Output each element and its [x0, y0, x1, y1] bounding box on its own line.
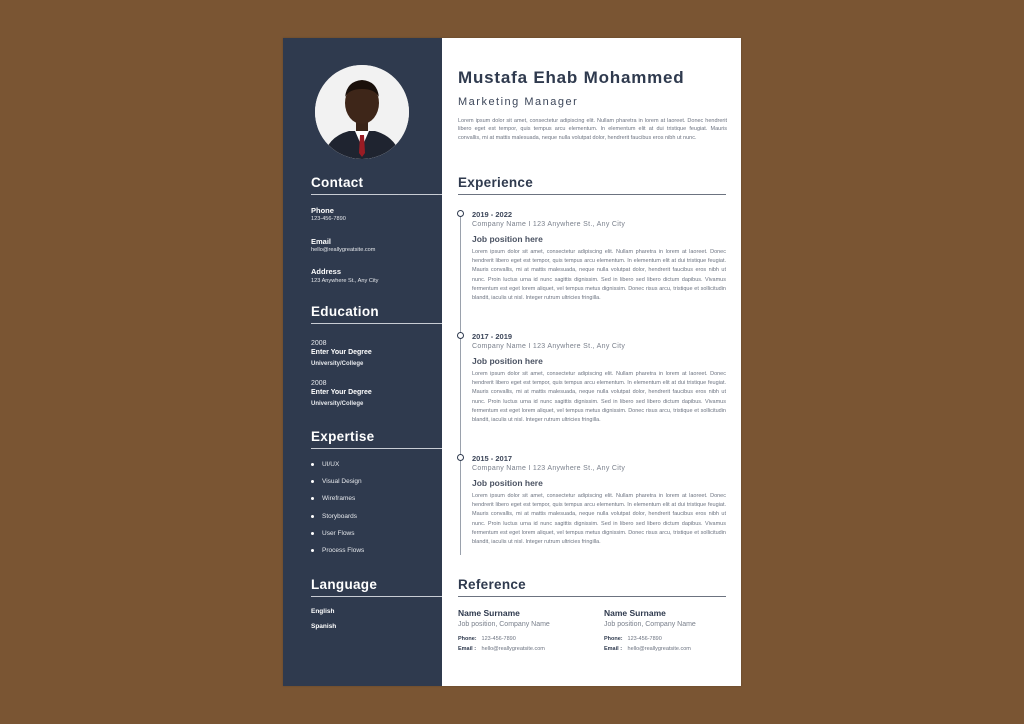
timeline-dot	[457, 210, 464, 217]
experience-date: 2017 - 2019	[472, 332, 513, 341]
skill-item: Wireframes	[311, 495, 355, 502]
experience-date: 2019 - 2022	[472, 210, 513, 219]
skill-item: Visual Design	[311, 478, 362, 485]
skill-item: User Flows	[311, 530, 355, 537]
language-item: English	[311, 608, 335, 615]
timeline-dot	[457, 332, 464, 339]
language-heading: Language	[311, 577, 378, 592]
experience-description: Lorem ipsum dolor sit amet, consectetur adipiscing elit. Nullam pharetra in lorem at laoreet. Donec hendrerit libero eget est tempor, quis tempus arcu elementum. In elementum elit at dui tristique feugiat. Mauris convallis, mi at mattis malesuada, neque nulla volutpat dolor, hendrerit faucibus eros nibh ut nunc. Proin luctus urna id nunc sagittis dignissim. Sed in libero sed libero dictum dapibus. Vivamus fermentum est eget lorem aliquet, vel tempus metus dignissim. Donec risus arcu, tristique et sollicitudin blandit, iaculis ut nisl. Integer rutrum ultricies fringilla.	[472, 249, 726, 302]
contact-heading: Contact	[311, 175, 364, 190]
address-value: 123 Anywhere St., Any City	[311, 278, 379, 284]
experience-position: Job position here	[472, 356, 543, 366]
experience-description: Lorem ipsum dolor sit amet, consectetur adipiscing elit. Nullam pharetra in lorem at laoreet. Donec hendrerit libero eget est tempor, quis tempus arcu elementum. In elementum elit at dui tristique feugiat. Mauris convallis, mi at mattis malesuada, neque nulla volutpat dolor, hendrerit faucibus eros nibh ut nunc. Proin luctus urna id nunc sagittis dignissim. Sed in libero sed libero dictum dapibus. Vivamus fermentum est eget lorem aliquet, vel tempus metus dignissim. Donec risus arcu, tristique et sollicitudin blandit, iaculis ut nisl. Integer rutrum ultricies fringilla.	[472, 493, 726, 546]
candidate-name: Mustafa Ehab Mohammed	[458, 68, 685, 87]
expertise-heading: Expertise	[311, 429, 375, 444]
reference-name: Name Surname	[604, 608, 666, 618]
experience-company: Company Name I 123 Anywhere St., Any City	[472, 343, 626, 350]
experience-position: Job position here	[472, 234, 543, 244]
bullet-icon	[311, 497, 314, 500]
education-rule	[311, 323, 442, 324]
profile-summary: Lorem ipsum dolor sit amet, consectetur adipiscing elit. Nullam pharetra in lorem at laoreet. Donec hendrerit libero eget est tempor, quis tempus arcu elementum. In elementum elit at dui tristique feugiat. Mauris convallis, mi at mattis malesuada, neque nulla volutpat dolor, hendrerit faucibus eros nibh ut nunc.	[458, 118, 727, 141]
skill-item: UI/UX	[311, 461, 339, 468]
education-heading: Education	[311, 304, 379, 319]
experience-date: 2015 - 2017	[472, 454, 513, 463]
reference-heading: Reference	[458, 577, 526, 592]
reference-email: Email : hello@reallygreatsite.com	[458, 646, 545, 652]
skill-item: Process Flows	[311, 547, 364, 554]
main-content	[442, 38, 741, 686]
email-value: hello@reallygreatsite.com	[311, 247, 376, 253]
phone-label: Phone	[311, 206, 334, 215]
contact-rule	[311, 194, 442, 195]
reference-phone: Phone: 123-456-7890	[604, 636, 662, 642]
education-year: 2008	[311, 340, 327, 347]
reference-phone: Phone: 123-456-7890	[458, 636, 516, 642]
timeline-line	[460, 215, 461, 555]
email-label: Email	[311, 237, 332, 246]
education-degree: Enter Your Degree	[311, 389, 372, 396]
candidate-role: Marketing Manager	[458, 96, 579, 108]
reference-job: Job position, Company Name	[458, 621, 550, 628]
profile-photo	[315, 65, 409, 159]
education-school: University/College	[311, 361, 364, 367]
bullet-icon	[311, 532, 314, 535]
language-rule	[311, 596, 442, 597]
timeline-dot	[457, 454, 464, 461]
education-degree: Enter Your Degree	[311, 349, 372, 356]
education-school: University/College	[311, 401, 364, 407]
experience-company: Company Name I 123 Anywhere St., Any City	[472, 465, 626, 472]
sidebar	[283, 38, 442, 686]
phone-value: 123-456-7890	[311, 216, 346, 222]
experience-description: Lorem ipsum dolor sit amet, consectetur adipiscing elit. Nullam pharetra in lorem at laoreet. Donec hendrerit libero eget est tempor, quis tempus arcu elementum. In elementum elit at dui tristique feugiat. Mauris convallis, mi at mattis malesuada, neque nulla volutpat dolor, hendrerit faucibus eros nibh ut nunc. Proin luctus urna id nunc sagittis dignissim. Sed in libero sed libero dictum dapibus. Vivamus fermentum est eget lorem aliquet, vel tempus metus dignissim. Donec risus arcu, tristique et sollicitudin blandit, iaculis ut nisl. Integer rutrum ultricies fringilla.	[472, 371, 726, 424]
reference-email: Email : hello@reallygreatsite.com	[604, 646, 691, 652]
bullet-icon	[311, 515, 314, 518]
address-label: Address	[311, 267, 342, 276]
reference-rule	[458, 596, 726, 597]
language-item: Spanish	[311, 623, 337, 630]
skill-item: Storyboards	[311, 513, 357, 520]
bullet-icon	[311, 463, 314, 466]
experience-heading: Experience	[458, 175, 534, 190]
resume-page	[283, 38, 741, 686]
reference-name: Name Surname	[458, 608, 520, 618]
experience-position: Job position here	[472, 478, 543, 488]
education-year: 2008	[311, 380, 327, 387]
bullet-icon	[311, 480, 314, 483]
experience-rule	[458, 194, 726, 195]
experience-company: Company Name I 123 Anywhere St., Any City	[472, 221, 626, 228]
reference-job: Job position, Company Name	[604, 621, 696, 628]
expertise-rule	[311, 448, 442, 449]
bullet-icon	[311, 549, 314, 552]
